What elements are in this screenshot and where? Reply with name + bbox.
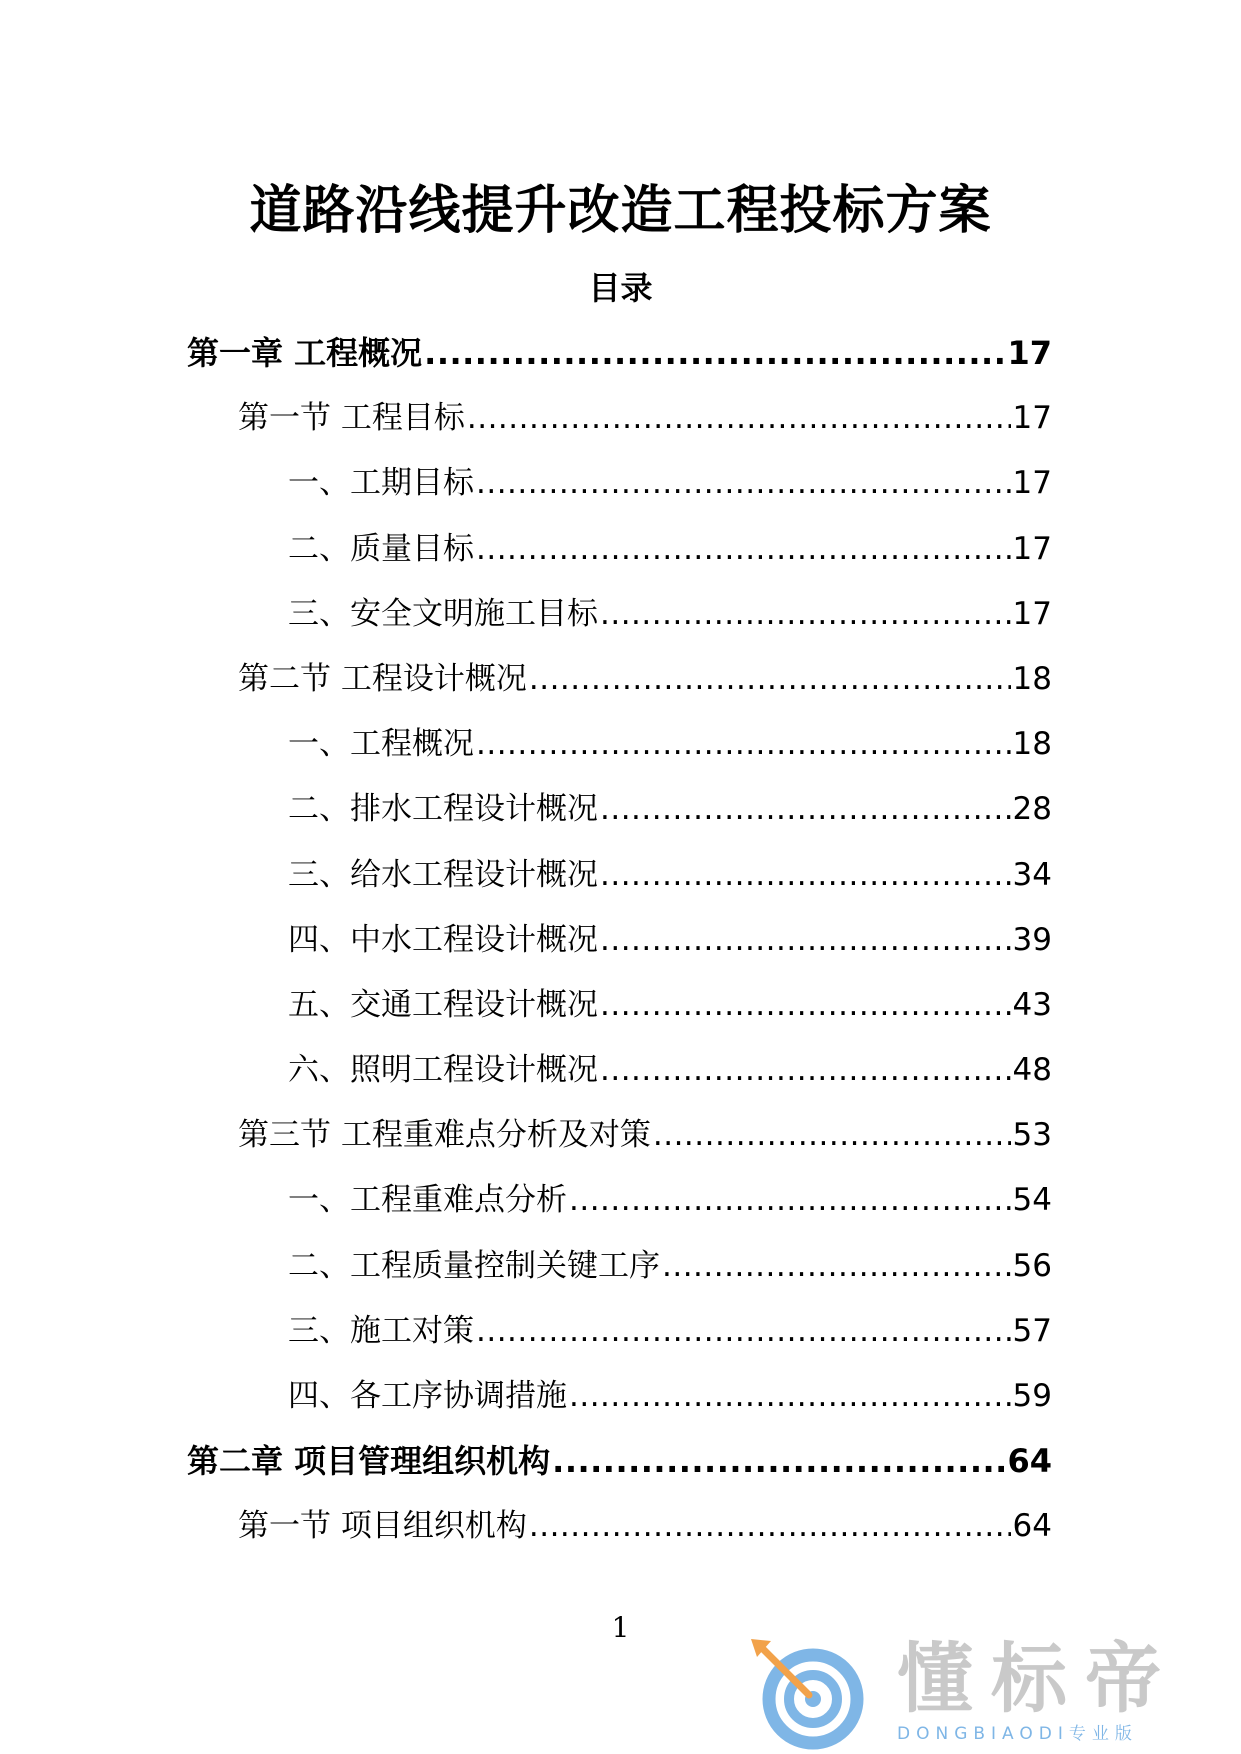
- toc-entry-title: 一、工期目标: [288, 465, 474, 502]
- toc-entry-title: 三、给水工程设计概况: [288, 856, 598, 893]
- toc-entry-title: 六、照明工程设计概况: [288, 1052, 598, 1089]
- toc-entry-title: 二、质量目标: [288, 530, 474, 567]
- toc-entry-page-number: 56: [1012, 1247, 1052, 1284]
- toc-entry-page-number: 17: [1012, 465, 1052, 502]
- toc-chapter-entry[interactable]: [0, 1436, 1241, 1501]
- toc-dot-leader: [476, 1306, 1011, 1356]
- toc-dot-leader: [662, 1241, 1011, 1291]
- toc-section-entry[interactable]: [0, 1110, 1241, 1175]
- toc-entry-page-number: 34: [1012, 856, 1052, 893]
- toc-section-entry[interactable]: [0, 1501, 1241, 1566]
- toc-entry-page-number: 57: [1012, 1312, 1052, 1349]
- toc-dot-leader: [600, 784, 1011, 834]
- toc-entry-title: 第一节 项目组织机构: [238, 1508, 527, 1545]
- toc-dot-leader: [529, 654, 1011, 704]
- toc-dot-leader: [467, 393, 1011, 443]
- target-arrow-icon: [745, 1635, 869, 1750]
- toc-entry-page-number: 64: [1012, 1508, 1052, 1545]
- toc-entry-page-number: 53: [1012, 1117, 1052, 1154]
- toc-heading: 目录: [588, 269, 653, 307]
- toc-entry-page-number: 17: [1012, 400, 1052, 437]
- toc-dot-leader: [600, 915, 1011, 965]
- toc-dot-leader: [476, 524, 1011, 574]
- toc-subsection-entry[interactable]: [0, 719, 1241, 784]
- toc-entry-title: 第三节 工程重难点分析及对策: [238, 1117, 651, 1154]
- toc-entry-page-number: 18: [1012, 660, 1052, 697]
- toc-subsection-entry[interactable]: [0, 1045, 1241, 1110]
- toc-subsection-entry[interactable]: [0, 458, 1241, 523]
- toc-entry-page-number: 17: [1007, 334, 1052, 372]
- toc-entry-title: 五、交通工程设计概况: [288, 986, 598, 1023]
- toc-dot-leader: [476, 458, 1011, 508]
- page-number: 1: [611, 1611, 630, 1644]
- toc-entry-page-number: 48: [1012, 1052, 1052, 1089]
- toc-dot-leader: [600, 1045, 1011, 1095]
- toc-entry-title: 一、工程重难点分析: [288, 1182, 567, 1219]
- toc-dot-leader: [600, 589, 1011, 639]
- document-title: 道路沿线提升改造工程投标方案: [249, 181, 992, 241]
- toc-entry-title: 三、安全文明施工目标: [288, 595, 598, 632]
- toc-dot-leader: [476, 719, 1011, 769]
- toc-chapter-entry[interactable]: [0, 328, 1241, 393]
- toc-entry-title: 第二章 项目管理组织机构: [187, 1442, 551, 1481]
- toc-subsection-entry[interactable]: [0, 850, 1241, 915]
- toc-entry-title: 四、中水工程设计概况: [288, 921, 598, 958]
- toc-subsection-entry[interactable]: [0, 524, 1241, 589]
- toc-subsection-entry[interactable]: [0, 1306, 1241, 1371]
- toc-subsection-entry[interactable]: [0, 1371, 1241, 1436]
- toc-dot-leader: [424, 328, 1005, 378]
- toc-entry-title: 二、工程质量控制关键工序: [288, 1247, 660, 1284]
- toc-entry-page-number: 28: [1012, 791, 1052, 828]
- toc-entry-title: 四、各工序协调措施: [288, 1378, 567, 1414]
- toc-entry-page-number: 17: [1012, 530, 1052, 567]
- toc-dot-leader: [529, 1501, 1011, 1551]
- toc-section-entry[interactable]: [0, 654, 1241, 719]
- toc-entry-page-number: 64: [1007, 1442, 1052, 1481]
- watermark-brand-subtitle: DONGBIAODI专业版: [897, 1724, 1138, 1744]
- toc-dot-leader: [569, 1175, 1011, 1225]
- table-of-contents: [0, 328, 1241, 1567]
- toc-entry-title: 一、工程概况: [288, 726, 474, 763]
- toc-dot-leader: [600, 850, 1011, 900]
- toc-subsection-entry[interactable]: [0, 1175, 1241, 1240]
- watermark-brand-name: 懂标帝: [897, 1634, 1179, 1723]
- toc-entry-page-number: 17: [1012, 595, 1052, 632]
- toc-entry-page-number: 39: [1012, 921, 1052, 958]
- toc-entry-title: 第二节 工程设计概况: [238, 660, 527, 697]
- toc-dot-leader: [552, 1436, 1005, 1486]
- toc-entry-title: 二、排水工程设计概况: [288, 791, 598, 828]
- toc-entry-page-number: 43: [1012, 986, 1052, 1023]
- toc-entry-page-number: 18: [1012, 726, 1052, 763]
- toc-entry-title: 三、施工对策: [288, 1312, 474, 1349]
- toc-entry-page-number: 54: [1012, 1182, 1052, 1219]
- toc-subsection-entry[interactable]: [0, 784, 1241, 849]
- toc-entry-title: 第一节 工程目标: [238, 400, 465, 437]
- toc-entry-page-number: 59: [1012, 1378, 1052, 1414]
- toc-subsection-entry[interactable]: [0, 589, 1241, 654]
- toc-dot-leader: [600, 980, 1011, 1030]
- toc-subsection-entry[interactable]: [0, 915, 1241, 980]
- toc-subsection-entry[interactable]: [0, 1241, 1241, 1306]
- toc-dot-leader: [569, 1371, 1011, 1421]
- toc-dot-leader: [653, 1110, 1011, 1160]
- watermark: [745, 1635, 1225, 1750]
- toc-section-entry[interactable]: [0, 393, 1241, 458]
- toc-entry-title: 第一章 工程概况: [187, 334, 423, 372]
- toc-subsection-entry[interactable]: [0, 980, 1241, 1045]
